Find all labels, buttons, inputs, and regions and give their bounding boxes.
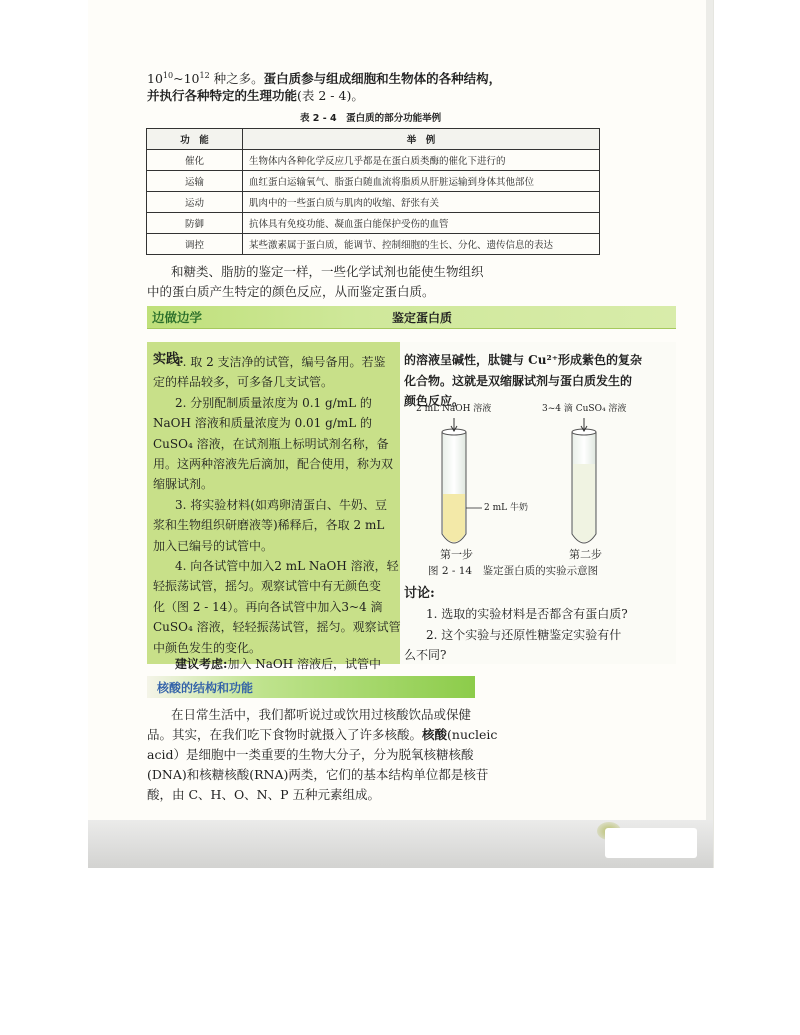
- table-row: [147, 192, 600, 213]
- table-cell: 抗体具有免疫功能、凝血蛋白能保护受伤的血管: [243, 213, 600, 234]
- figure-step-1: 第一步: [440, 548, 473, 561]
- practice-line: 浆和生物组织研磨液等)稀释后，各取 2 mL: [153, 518, 385, 533]
- table-header: 功 能: [147, 129, 243, 150]
- table-cell: 肌肉中的一些蛋白质与肌肉的收缩、舒张有关: [243, 192, 600, 213]
- page-corner-blank: [605, 828, 697, 858]
- table-row: [147, 150, 600, 171]
- practice-line: 用。这两种溶液先后滴加，配合使用，称为双: [153, 457, 394, 471]
- protein-function-table: [146, 128, 600, 255]
- figure-label-milk: 2 mL 牛奶: [484, 503, 528, 513]
- practice-line: 4. 向各试管中加入2 mL NaOH 溶液，轻: [175, 559, 399, 573]
- test-tube-right: [572, 418, 596, 543]
- table-caption: 表 2 - 4 蛋白质的部分功能举例: [300, 113, 442, 124]
- nucleic-line: (DNA)和核糖核酸(RNA)两类，它们的基本结构单位都是核苷: [147, 767, 489, 782]
- table-cell: 防御: [147, 213, 243, 234]
- table-cell: 催化: [147, 150, 243, 171]
- activity-banner: [147, 306, 676, 329]
- table-header: 举 例: [243, 129, 600, 150]
- practice-line: 3. 将实验材料(如鸡卵清蛋白、牛奶、豆: [175, 497, 387, 512]
- banner-label: 边做边学: [152, 310, 203, 325]
- discuss-question: 么不同?: [404, 648, 447, 662]
- banner-title: 鉴定蛋白质: [392, 311, 453, 325]
- practice-line: NaOH 溶液和质量浓度为 0.01 g/mL 的: [153, 416, 373, 431]
- right-text-line: 的溶液呈碱性，肽键与 Cu²⁺形成紫色的复杂: [404, 353, 643, 367]
- discuss-question: 1. 选取的实验材料是否都含有蛋白质?: [426, 607, 628, 621]
- figure-caption: 图 2 - 14 鉴定蛋白质的实验示意图: [428, 565, 599, 577]
- nucleic-line: acid）是细胞中一类重要的生物大分子，分为脱氧核糖核酸: [147, 747, 474, 762]
- nucleic-line: 在日常生活中，我们都听说过或饮用过核酸饮品或保健: [171, 707, 472, 722]
- practice-line: 2. 分别配制质量浓度为 0.1 g/mL 的: [175, 395, 372, 410]
- paragraph-line: 和糖类、脂肪的鉴定一样，一些化学试剂也能使生物组织: [171, 264, 484, 279]
- test-tube-left: [442, 418, 482, 543]
- table-cell: 运动: [147, 192, 243, 213]
- table-row: [147, 213, 600, 234]
- nucleic-line: 酸，由 C、H、O、N、P 五种元素组成。: [147, 787, 381, 802]
- advice-label: 建议考虑:: [175, 657, 228, 671]
- practice-heading: 实践:: [153, 352, 184, 367]
- intro-line-2: 并执行各种特定的生理功能(表 2 - 4)。: [147, 88, 364, 103]
- table-header-row: [147, 129, 600, 150]
- practice-line: 1. 取 2 支洁净的试管，编号备用。若鉴: [175, 355, 386, 369]
- practice-line: 轻振荡试管，摇匀。观察试管中有无颜色变: [153, 579, 382, 594]
- table-row: [147, 171, 600, 192]
- advice-line: [175, 654, 381, 675]
- advice-text: 加入 NaOH 溶液后，试管中: [227, 657, 382, 671]
- figure-step-2: 第二步: [569, 548, 602, 561]
- practice-line: CuSO₄ 溶液，轻轻振荡试管，摇匀。观察试管: [153, 620, 401, 635]
- figure-label-naoh: 2 mL NaOH 溶液: [416, 404, 492, 414]
- section-banner-title: 核酸的结构和功能: [157, 681, 254, 695]
- practice-line: 中颜色发生的变化。: [153, 640, 262, 655]
- right-text-line: 颜色反应。: [404, 394, 465, 408]
- page-edge: [706, 0, 713, 868]
- figure-label-cuso4: 3~4 滴 CuSO₄ 溶液: [542, 404, 627, 414]
- practice-line: 缩脲试剂。: [153, 477, 214, 492]
- discuss-question: 2. 这个实验与还原性糖鉴定实验有什: [426, 628, 622, 642]
- paragraph-line: 中的蛋白质产生特定的颜色反应，从而鉴定蛋白质。: [147, 284, 435, 299]
- table-cell: 某些激素属于蛋白质，能调节、控制细胞的生长、分化、遗传信息的表达: [243, 234, 600, 255]
- table-cell: 运输: [147, 171, 243, 192]
- table-cell: 血红蛋白运输氧气、脂蛋白随血流将脂质从肝脏运输到身体其他部位: [243, 171, 600, 192]
- practice-line: 加入已编号的试管中。: [153, 538, 274, 553]
- practice-line: 定的样品较多，可多备几支试管。: [153, 375, 334, 390]
- table-row: [147, 234, 600, 255]
- practice-line: CuSO₄ 溶液，在试剂瓶上标明试剂名称，备: [153, 436, 389, 451]
- intro-line-1: $10^{10}\sim 10^{12}$ 种之多。蛋白质参与组成细胞和生物体的各种结构，: [147, 71, 502, 87]
- table-cell: 生物体内各种化学反应几乎都是在蛋白质类酶的催化下进行的: [243, 150, 600, 171]
- section-banner-nucleic-acid: [147, 676, 475, 698]
- practice-line: 化（图 2 - 14）。再向各试管中加入3~4 滴: [153, 599, 383, 614]
- discuss-heading: 讨论:: [404, 586, 435, 601]
- table-cell: 调控: [147, 234, 243, 255]
- right-text-line: 化合物。这就是双缩脲试剂与蛋白质发生的: [404, 374, 633, 388]
- nucleic-line: 品。其实，在我们吃下食物时就摄入了许多核酸。核酸(nucleic: [147, 727, 498, 742]
